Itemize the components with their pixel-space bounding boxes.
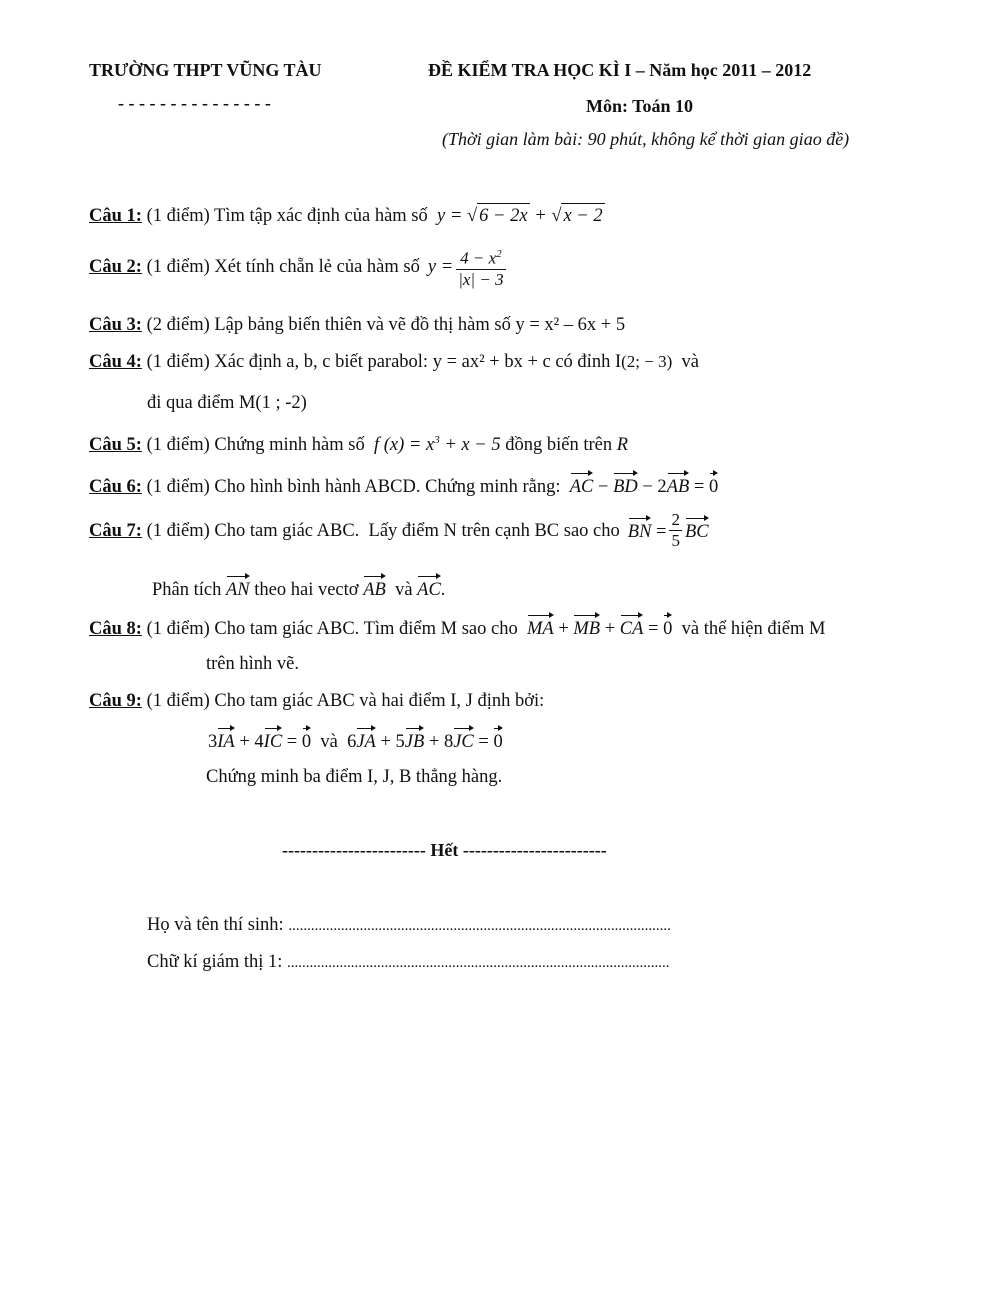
question-label: Câu 7: [89,520,142,541]
formula-1: y = √ 6 − 2x + √ x − 2 [432,206,604,226]
formula-7-vector: BC [685,518,709,544]
formula-8: MA + MB + CA = 0 [522,619,672,639]
question-text: (1 điểm) Cho tam giác ABC. Lấy điểm N trên cạnh BC sao cho [141,520,620,541]
formula-5: f $(x) = x^3 + x - 5$ [369,434,501,456]
set-r: R [616,435,629,456]
question-text: (1 điểm) Chứng minh hàm số [141,435,365,456]
question-text-2: và [681,352,699,372]
question-label: Câu 9: [89,691,142,711]
end-marker: ------------------------ Hết ------------------------ [282,840,607,860]
formula-9a: 3IA + 4IC = 0 [208,732,311,752]
proctor-sign-row [147,950,670,975]
candidate-name-row [147,913,671,938]
question-text: (1 điểm) Cho tam giác ABC và hai điểm I, J định bởi: [141,691,545,711]
question-8-line-2: trên hình vẽ. [206,654,299,674]
formula-6: AC − BD − 2AB = 0 [565,477,718,497]
formula-2: y = [427,256,454,277]
formula-7-fraction: $\frac{2}{5}$ [671,510,680,550]
vertex-point: (2; − 3) [621,352,673,371]
question-text: và [395,580,413,600]
question-label: Câu 2: [89,256,142,277]
question-1 [89,203,605,228]
question-label: Câu 4: [89,352,142,372]
vector-ac: AC [417,576,441,602]
question-5 [89,428,628,457]
question-8 [89,615,825,641]
question-2 [89,244,509,290]
exam-title: ĐỀ KIỂM TRA HỌC KÌ I – Năm học 2011 – 2012 [428,60,812,80]
subject: Môn: Toán 10 [586,96,694,116]
question-9-line-3: Chứng minh ba điểm I, J, B thẳng hàng. [206,767,503,787]
question-4-line-2: đi qua điểm M(1 ; -2) [147,393,307,413]
question-text-2: và thể hiện điểm M [681,619,826,639]
question-text: (1 điểm) Cho hình bình hành ABCD. Chứng minh rằng: [141,477,561,497]
proctor-sign-dots: ...................................................................................................... [287,955,670,971]
question-text: và [320,732,338,752]
question-text: (2 điểm) Lập bảng biến thiên và vẽ đồ thị hàm số y = x² – 6x + 5 [141,315,626,335]
question-text: (1 điểm) Cho tam giác ABC. Tìm điểm M sao cho [141,619,518,639]
school-name: TRƯỜNG THPT VŨNG TÀU [89,60,322,80]
question-3 [89,313,625,337]
vector-ab: AB [363,576,386,602]
candidate-name-dots: ...................................................................................................... [288,918,671,934]
question-text: (1 điểm) Xét tính chẵn lẻ của hàm số [141,256,420,277]
formula-7: BN = [628,518,667,544]
question-label: Câu 1: [89,206,142,226]
candidate-name-label: Họ và tên thí sinh: [147,915,284,935]
question-7-line-2: Phân tích AN theo hai vectơ AB và AC. [152,576,445,602]
vector-an: AN [226,576,250,602]
question-label: Câu 8: [89,619,142,639]
question-4 [89,350,699,374]
question-text: theo hai vectơ [254,580,359,600]
question-9 [89,689,544,713]
question-7 [89,510,709,551]
time-note: (Thời gian làm bài: 90 phút, không kể thời gian giao đề) [442,129,850,149]
formula-2-fraction: $\frac{4 - x^2}{|x| - 3}$ [458,248,504,289]
proctor-sign-label: Chữ kí giám thị 1: [147,952,283,972]
question-9-formulas [208,728,503,754]
question-text-2: đồng biến trên [505,435,613,456]
question-label: Câu 3: [89,315,142,335]
question-6 [89,473,718,499]
question-text: (1 điểm) Tìm tập xác định của hàm số [141,206,428,226]
question-text: (1 điểm) Xác định a, b, c biết parabol: y = ax² + bx + c có đỉnh I [141,352,622,372]
header-divider: - - - - - - - - - - - - - - - [118,93,271,113]
question-text: Phân tích [152,580,222,600]
question-label: Câu 5: [89,435,142,456]
question-label: Câu 6: [89,477,142,497]
formula-9b: 6JA + 5JB + 8JC = 0 [347,732,503,752]
